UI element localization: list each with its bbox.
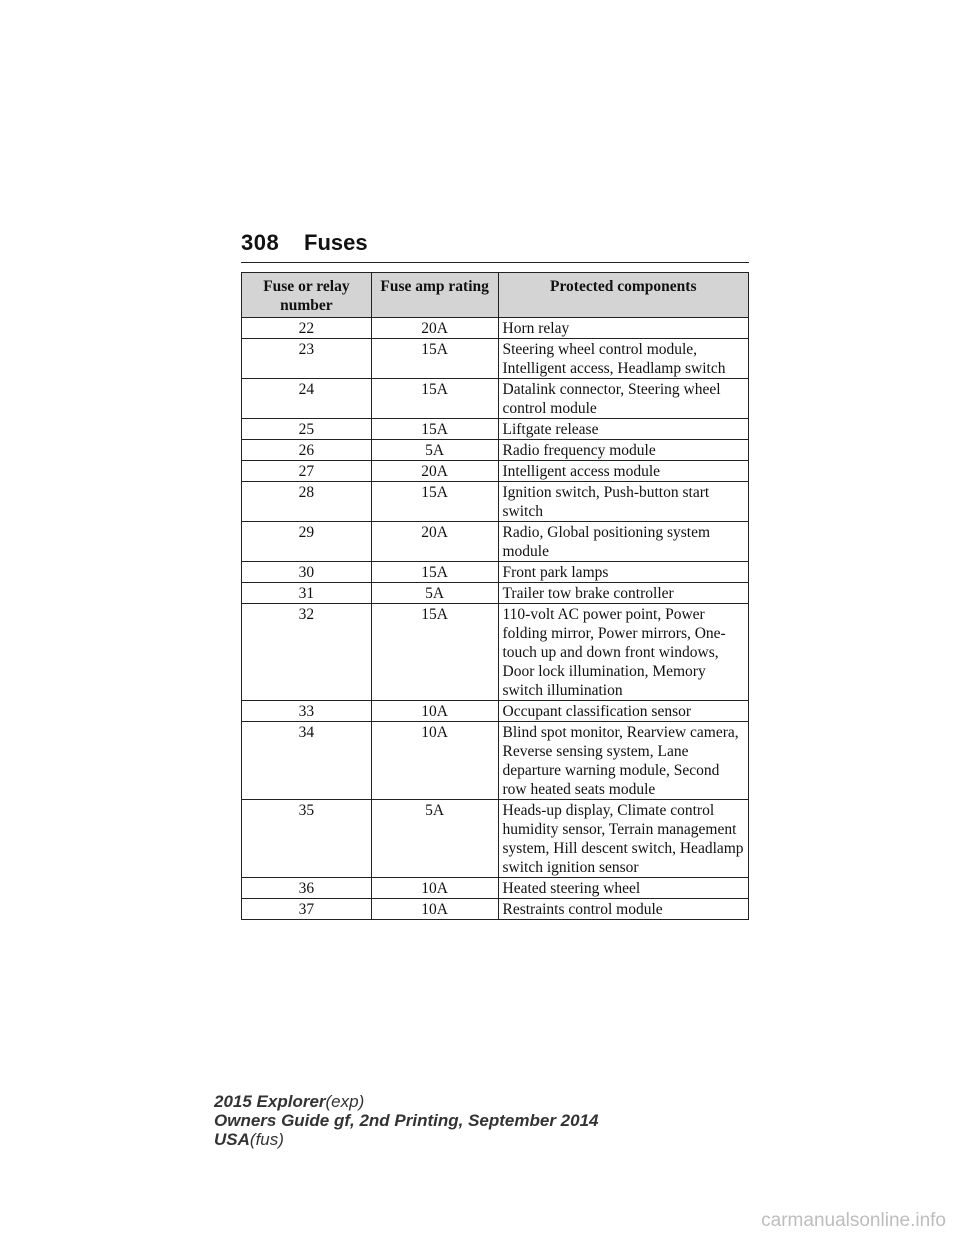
- table-row: [242, 318, 749, 339]
- table-row: [242, 604, 749, 701]
- protected-components-cell: Restraints control module: [498, 899, 749, 920]
- page-number: 308: [241, 230, 280, 255]
- protected-components-cell: Ignition switch, Push-button start switch: [498, 482, 749, 522]
- fuse-number-cell: 25: [242, 419, 372, 440]
- fuse-number-cell: 36: [242, 878, 372, 899]
- fuse-number-cell: 28: [242, 482, 372, 522]
- protected-components-cell: Datalink connector, Steering wheel control module: [498, 379, 749, 419]
- table-row: [242, 440, 749, 461]
- watermark-text: carmanualsonline.info: [761, 1210, 946, 1231]
- section-title: Fuses: [304, 230, 368, 255]
- fuse-amp-cell: 20A: [371, 318, 498, 339]
- fuse-amp-cell: 10A: [371, 899, 498, 920]
- table-row: [242, 899, 749, 920]
- footer-line-model: [214, 1092, 598, 1111]
- protected-components-cell: Radio, Global positioning system module: [498, 522, 749, 562]
- fuse-number-cell: 34: [242, 722, 372, 800]
- footer-model-name: 2015 Explorer: [214, 1092, 326, 1111]
- protected-components-cell: Liftgate release: [498, 419, 749, 440]
- footer-market-name: USA: [214, 1130, 250, 1149]
- protected-components-cell: Occupant classification sensor: [498, 701, 749, 722]
- footer-line-market: [214, 1130, 598, 1149]
- fuse-amp-cell: 15A: [371, 339, 498, 379]
- fuse-amp-cell: 5A: [371, 800, 498, 878]
- table-row: [242, 701, 749, 722]
- table-row: [242, 482, 749, 522]
- table-header-row: [242, 273, 749, 318]
- protected-components-cell: Heads-up display, Climate control humidity sensor, Terrain management system, Hill descent switch, Headlamp switch ignition sensor: [498, 800, 749, 878]
- table-row: [242, 461, 749, 482]
- table-row: [242, 583, 749, 604]
- protected-components-cell: 110-volt AC power point, Power folding mirror, Power mirrors, One-touch up and down front windows, Door lock illumination, Memory switch illumination: [498, 604, 749, 701]
- table-row: [242, 522, 749, 562]
- fuse-amp-cell: 5A: [371, 440, 498, 461]
- footer-market-code: (fus): [249, 1130, 284, 1149]
- table-row: [242, 722, 749, 800]
- table-row: [242, 419, 749, 440]
- fuse-number-cell: 24: [242, 379, 372, 419]
- fuse-amp-cell: 15A: [371, 379, 498, 419]
- fuse-amp-cell: 15A: [371, 419, 498, 440]
- table-row: [242, 800, 749, 878]
- column-header-components: Protected components: [498, 273, 749, 318]
- fuse-number-cell: 31: [242, 583, 372, 604]
- protected-components-cell: Heated steering wheel: [498, 878, 749, 899]
- fuse-amp-cell: 10A: [371, 878, 498, 899]
- protected-components-cell: Trailer tow brake controller: [498, 583, 749, 604]
- column-header-number: Fuse or relay number: [242, 273, 372, 318]
- fuse-number-cell: 35: [242, 800, 372, 878]
- fuse-number-cell: 23: [242, 339, 372, 379]
- column-header-amp: Fuse amp rating: [371, 273, 498, 318]
- fuse-number-cell: 33: [242, 701, 372, 722]
- fuse-number-cell: 37: [242, 899, 372, 920]
- fuse-amp-cell: 15A: [371, 604, 498, 701]
- fuse-amp-cell: 15A: [371, 482, 498, 522]
- fuse-amp-cell: 10A: [371, 701, 498, 722]
- fuse-number-cell: 27: [242, 461, 372, 482]
- footer-model-code: (exp): [325, 1092, 365, 1111]
- protected-components-cell: Steering wheel control module, Intelligent access, Headlamp switch: [498, 339, 749, 379]
- fuse-amp-cell: 15A: [371, 562, 498, 583]
- table-row: [242, 562, 749, 583]
- protected-components-cell: Horn relay: [498, 318, 749, 339]
- protected-components-cell: Intelligent access module: [498, 461, 749, 482]
- fuse-number-cell: 29: [242, 522, 372, 562]
- fuse-number-cell: 22: [242, 318, 372, 339]
- protected-components-cell: Radio frequency module: [498, 440, 749, 461]
- fuse-amp-cell: 10A: [371, 722, 498, 800]
- fuse-amp-cell: 5A: [371, 583, 498, 604]
- table-row: [242, 878, 749, 899]
- protected-components-cell: Front park lamps: [498, 562, 749, 583]
- page-header: [241, 226, 749, 263]
- table-row: [242, 379, 749, 419]
- fuse-number-cell: 26: [242, 440, 372, 461]
- protected-components-cell: Blind spot monitor, Rearview camera, Reverse sensing system, Lane departure warning module, Second row heated seats module: [498, 722, 749, 800]
- fuse-amp-cell: 20A: [371, 461, 498, 482]
- footer-line-printing: Owners Guide gf, 2nd Printing, September 2014: [214, 1111, 599, 1130]
- fuse-number-cell: 32: [242, 604, 372, 701]
- fuse-table: [241, 272, 749, 920]
- fuse-number-cell: 30: [242, 562, 372, 583]
- fuse-amp-cell: 20A: [371, 522, 498, 562]
- table-row: [242, 339, 749, 379]
- document-footer: [214, 1092, 598, 1149]
